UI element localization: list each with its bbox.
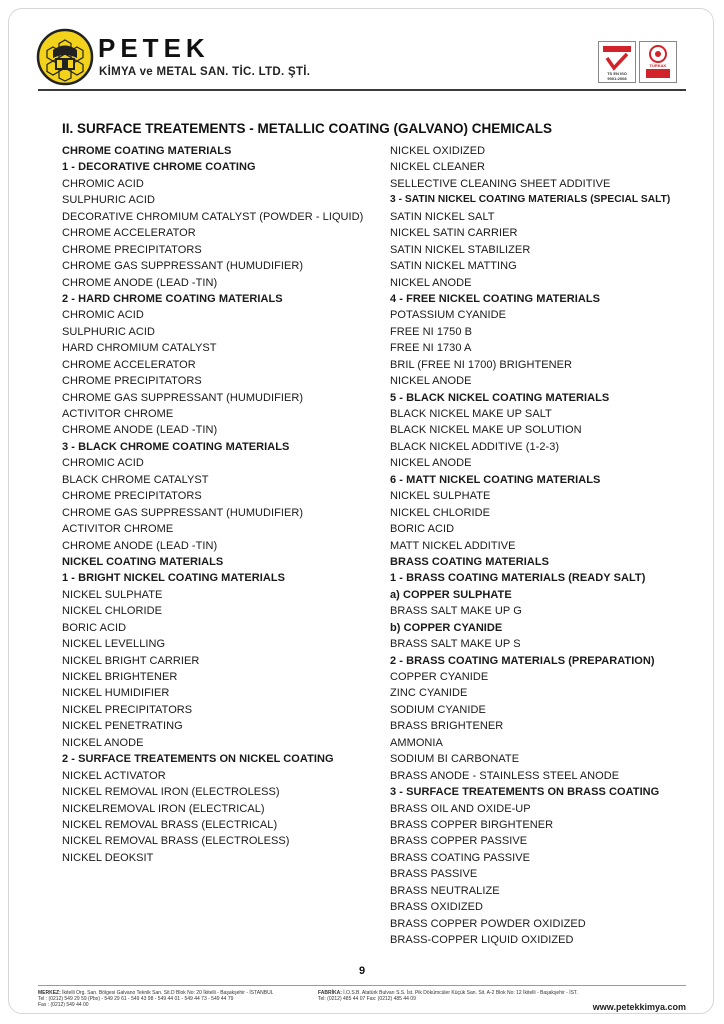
list-item: NICKEL CLEANER	[390, 161, 486, 174]
footer-merkez-address: İkitelli Org. San. Bölgesi Galvano Teknik San. Sit.D Blok No: 20 İkitelli - Başakşehir - İSTANBUL	[62, 990, 274, 996]
list-item: SATIN NICKEL MATTING	[390, 260, 517, 273]
list-item: CHROME PRECIPITATORS	[62, 243, 202, 256]
turkak-seal-icon	[640, 42, 676, 82]
footer-fabrika-tel: Tel: (0212) 485 44 07 Fax: (0212) 485 44 09	[318, 996, 416, 1002]
company-full-name: KİMYA ve METAL SAN. TİC. LTD. ŞTİ.	[99, 66, 311, 78]
list-item: CHROME GAS SUPPRESSANT (HUMUDIFIER)	[62, 391, 304, 404]
footer-divider	[38, 985, 686, 986]
list-item: NICKEL SATIN CARRIER	[390, 227, 518, 240]
list-item: AMMONIA	[390, 736, 443, 749]
list-item: NICKEL REMOVAL BRASS (ELECTROLESS)	[62, 835, 290, 848]
list-item: SODIUM BI CARBONATE	[390, 753, 520, 766]
list-item: BORIC ACID	[62, 621, 127, 634]
petek-logo-icon	[36, 28, 94, 86]
list-heading: 5 - BLACK NICKEL COATING MATERIALS	[390, 391, 610, 404]
list-item: BRASS OXIDIZED	[390, 901, 483, 914]
list-item: SELLECTIVE CLEANING SHEET ADDITIVE	[390, 177, 611, 190]
list-item: CHROME GAS SUPPRESSANT (HUMUDIFIER)	[62, 260, 304, 273]
list-item: NICKEL DEOKSIT	[62, 851, 154, 864]
list-item: NICKEL ANODE	[390, 276, 472, 289]
list-item: HARD CHROMIUM CATALYST	[62, 342, 217, 355]
list-item: ACTIVITOR CHROME	[62, 523, 174, 536]
list-item: BRASS COATING PASSIVE	[390, 851, 531, 864]
list-heading: 4 - FREE NICKEL COATING MATERIALS	[390, 292, 601, 305]
list-item: NICKEL BRIGHTENER	[62, 671, 178, 683]
list-heading: 2 - BRASS COATING MATERIALS (PREPARATION)	[390, 654, 655, 667]
list-item: BRASS BRIGHTENER	[390, 720, 504, 733]
list-heading: a) COPPER SULPHATE	[390, 588, 512, 601]
header-divider	[38, 89, 686, 91]
list-item: CHROME ANODE (LEAD -TIN)	[62, 424, 218, 437]
list-item: BRASS SALT MAKE UP S	[390, 638, 521, 651]
list-heading: 3 - BLACK CHROME COATING MATERIALS	[62, 440, 290, 453]
list-item: NICKEL PRECIPITATORS	[62, 703, 193, 716]
list-item: FREE NI 1750 B	[390, 325, 473, 338]
footer-factory	[318, 990, 578, 1002]
footer-merkez-label: MERKEZ:	[38, 990, 61, 996]
list-item: BRASS COPPER POWDER OXIDIZED	[390, 917, 586, 930]
list-item: CHROME GAS SUPPRESSANT (HUMUDIFIER)	[62, 506, 304, 519]
list-item: MATT NICKEL ADDITIVE	[390, 539, 516, 552]
list-item: ZINC CYANIDE	[390, 687, 468, 700]
list-item: BRASS PASSIVE	[390, 868, 478, 881]
list-item: CHROMIC ACID	[62, 309, 144, 322]
list-item: SULPHURIC ACID	[62, 194, 155, 207]
list-heading: 6 - MATT NICKEL COATING MATERIALS	[390, 473, 601, 486]
page-header	[0, 0, 724, 95]
footer-fabrika-address: İ.O.S.B. Atatürk Bulvarı S.S. İst. Pik Dökümcüler Küçük San. Sit. A-2 Blok No: 12 İkitelli - Başakşehir - İST.	[343, 990, 578, 996]
iso-cert-text: TS EN ISO 9001:2008	[607, 71, 627, 81]
list-item: SATIN NICKEL SALT	[390, 210, 495, 223]
list-item: NICKEL LEVELLING	[62, 638, 166, 651]
list-item: NICKEL ANODE	[390, 375, 472, 388]
footer-fabrika-label: FABRİKA:	[318, 990, 342, 996]
list-item: CHROMIC ACID	[62, 177, 144, 190]
list-item: POTASSIUM CYANIDE	[390, 309, 506, 322]
footer-head-office	[38, 990, 273, 1008]
list-item: COPPER CYANIDE	[390, 671, 489, 683]
list-item: BRASS SALT MAKE UP G	[390, 605, 522, 618]
list-item: NICKEL BRIGHT CARRIER	[62, 654, 200, 667]
list-item: BRASS OIL AND OXIDE-UP	[390, 802, 531, 815]
list-heading: 3 - SATIN NICKEL COATING MATERIALS (SPECIAL SALT)	[390, 194, 671, 206]
list-item: SULPHURIC ACID	[62, 325, 155, 338]
list-heading: 1 - BRIGHT NICKEL COATING MATERIALS	[62, 572, 285, 585]
list-item: NICKEL ANODE	[390, 457, 472, 470]
section-title: II. SURFACE TREATEMENTS - METALLIC COATING (GALVANO) CHEMICALS	[62, 121, 552, 136]
list-item: NICKEL CHLORIDE	[390, 506, 490, 519]
list-item: NICKELREMOVAL IRON (ELECTRICAL)	[62, 802, 265, 815]
list-heading: 1 - BRASS COATING MATERIALS (READY SALT)	[390, 572, 646, 585]
list-item: CHROME ACCELERATOR	[62, 227, 196, 240]
list-item: CHROME ACCELERATOR	[62, 358, 196, 371]
list-heading: BRASS COATING MATERIALS	[390, 555, 550, 568]
list-heading: 2 - SURFACE TREATEMENTS ON NICKEL COATING	[62, 753, 334, 766]
list-heading: b) COPPER CYANIDE	[390, 621, 503, 634]
website-link[interactable]: www.petekkimya.com	[592, 1002, 686, 1012]
list-item: BRASS-COPPER LIQUID OXIDIZED	[390, 934, 574, 946]
list-item: FREE NI 1730 A	[390, 342, 472, 355]
list-item: CHROMIC ACID	[62, 457, 144, 470]
list-heading: 3 - SURFACE TREATEMENTS ON BRASS COATING	[390, 786, 660, 799]
list-item: ACTIVITOR CHROME	[62, 408, 174, 420]
list-item: NICKEL SULPHATE	[62, 588, 163, 601]
list-heading: CHROME COATING MATERIALS	[62, 145, 232, 157]
list-item: CHROME ANODE (LEAD -TIN)	[62, 276, 218, 289]
list-item: NICKEL REMOVAL BRASS (ELECTRICAL)	[62, 818, 278, 831]
turkak-cert-text: TÜRKAK	[649, 63, 667, 68]
list-item: DECORATIVE CHROMIUM CATALYST (POWDER - LIQUID)	[62, 210, 364, 223]
list-heading: 1 - DECORATIVE CHROME COATING	[62, 161, 256, 174]
list-item: BLACK NICKEL MAKE UP SALT	[390, 408, 552, 420]
list-item: BRASS COPPER BIRGHTENER	[390, 818, 554, 831]
right-column-list	[390, 143, 700, 948]
list-heading: 2 - HARD CHROME COATING MATERIALS	[62, 292, 283, 305]
list-item: NICKEL CHLORIDE	[62, 605, 162, 618]
list-item: SATIN NICKEL STABILIZER	[390, 243, 531, 256]
list-heading: NICKEL COATING MATERIALS	[62, 555, 224, 568]
list-item: NICKEL PENETRATING	[62, 720, 183, 733]
list-item: BRASS NEUTRALIZE	[390, 884, 500, 897]
list-item: BRIL (FREE NI 1700) BRIGHTENER	[390, 358, 573, 371]
page-number: 9	[358, 965, 366, 977]
list-item: SODIUM CYANIDE	[390, 703, 486, 716]
list-item: NICKEL OXIDIZED	[390, 145, 486, 157]
footer-merkez-tel: Tel : (0212) 549 29 59 (Pbx) - 549 29 61 - 549 43 98 - 549 44 01 - 549 44 73 - 549 44 79	[38, 996, 234, 1002]
list-item: BLACK NICKEL MAKE UP SOLUTION	[390, 424, 582, 437]
list-item: BORIC ACID	[390, 523, 455, 536]
list-item: NICKEL HUMIDIFIER	[62, 687, 170, 700]
footer-merkez-fax: Fax : (0212) 549 44 00	[38, 1002, 89, 1008]
list-item: CHROME PRECIPITATORS	[62, 375, 202, 388]
iso-certificate-badge	[598, 41, 636, 83]
turkak-accreditation-badge	[639, 41, 677, 83]
list-item: CHROME ANODE (LEAD -TIN)	[62, 539, 218, 552]
list-item: NICKEL ACTIVATOR	[62, 769, 166, 782]
list-item: BRASS COPPER PASSIVE	[390, 835, 528, 848]
list-item: NICKEL REMOVAL IRON (ELECTROLESS)	[62, 786, 280, 799]
list-item: NICKEL ANODE	[62, 736, 144, 749]
left-column-list	[62, 143, 382, 866]
list-item: NICKEL SULPHATE	[390, 490, 491, 503]
brand-name: PETEK	[98, 33, 210, 63]
list-item: CHROME PRECIPITATORS	[62, 490, 202, 503]
list-item: BLACK NICKEL ADDITIVE (1-2-3)	[390, 440, 560, 453]
list-item: BLACK CHROME CATALYST	[62, 473, 209, 486]
list-item: BRASS ANODE - STAINLESS STEEL ANODE	[390, 769, 620, 782]
